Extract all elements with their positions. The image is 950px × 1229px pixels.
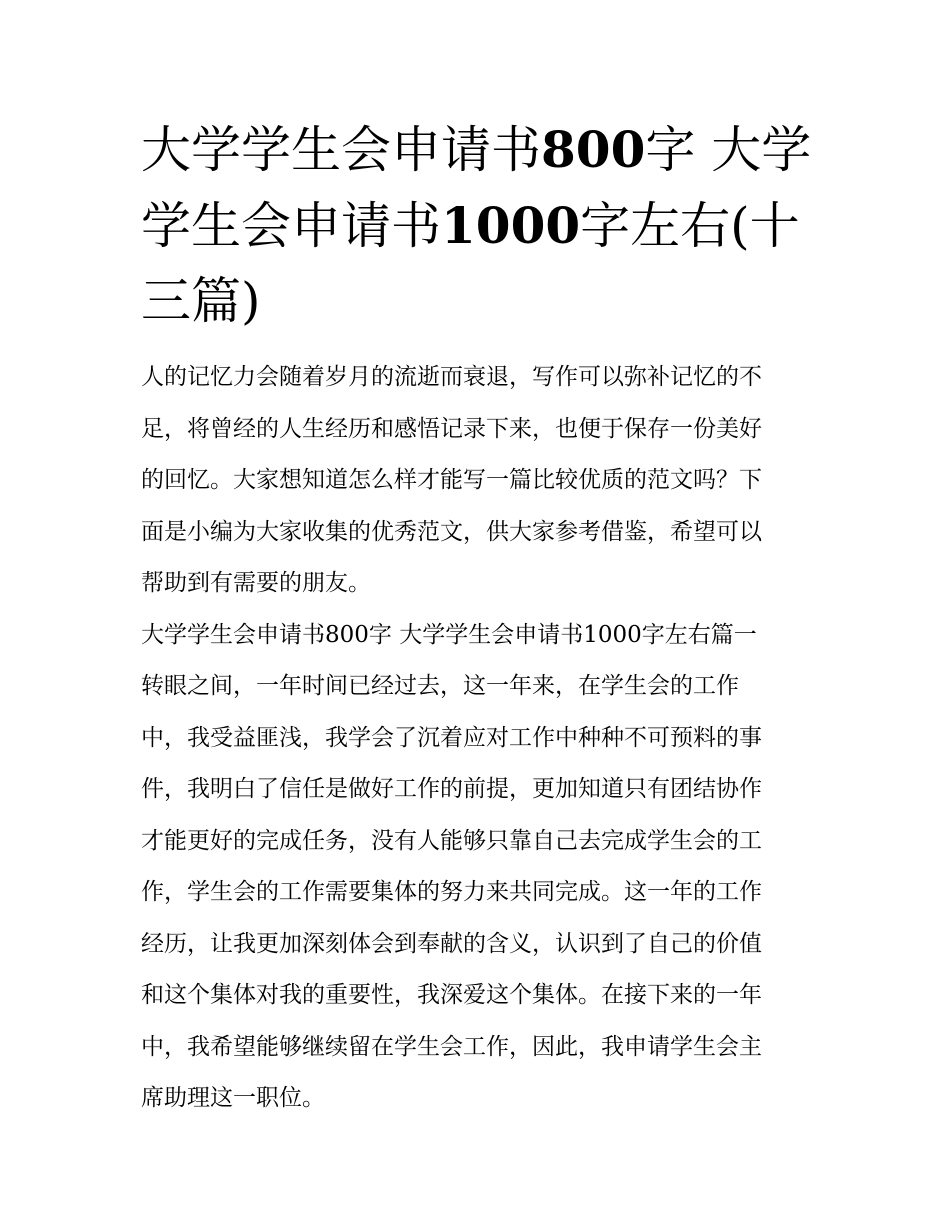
text-line: 作，学生会的工作需要集体的努力来共同完成。这一年的工作 <box>141 879 762 905</box>
title-text: 字 大学 <box>645 121 812 179</box>
text-line: 和这个集体对我的重要性，我深爱这个集体。在接下来的一年 <box>141 982 762 1008</box>
text-line: 足，将曾经的人生经历和感悟记录下来，也便于保存一份美好 <box>141 415 762 442</box>
section-heading <box>141 610 817 662</box>
text-line: 件，我明白了信任是做好工作的前提，更加知道只有团结协作 <box>141 776 762 802</box>
text-line: 转眼之间，一年时间已经过去，这一年来，在学生会的工作 <box>141 673 739 699</box>
intro-paragraph <box>141 352 817 610</box>
document-body <box>141 352 817 1125</box>
title-number: 800 <box>541 120 646 179</box>
text-line: 的回忆。大家想知道怎么样才能写一篇比较优质的范文吗？下 <box>141 467 762 493</box>
text-line: 中，我受益匪浅，我学会了沉着应对工作中种种不可预料的事 <box>141 724 762 751</box>
title-line-3: 三篇) <box>141 272 261 330</box>
body-paragraph <box>141 661 817 1125</box>
title-text: 大学学生会申请书 <box>141 121 541 179</box>
text-line: 才能更好的完成任务，没有人能够只靠自己去完成学生会的工 <box>141 827 762 854</box>
text-line: 面是小编为大家收集的优秀范文，供大家参考借鉴，希望可以 <box>141 518 762 545</box>
title-text: 学生会申请书 <box>141 197 441 255</box>
document-title <box>141 112 821 339</box>
text-line: 经历，让我更加深刻体会到奉献的含义，认识到了自己的价值 <box>141 930 762 957</box>
title-number: 1000 <box>441 196 581 255</box>
text-line: 席助理这一职位。 <box>141 1085 325 1111</box>
title-line-2 <box>141 188 821 264</box>
title-text: 字左右(十 <box>580 197 800 255</box>
text-line: 帮助到有需要的朋友。 <box>141 570 371 596</box>
title-line-1 <box>141 112 821 188</box>
text-line: 中，我希望能够继续留在学生会工作，因此，我申请学生会主 <box>141 1033 762 1060</box>
text-line: 大学学生会申请书800字 大学学生会申请书1000字左右篇一 <box>141 621 757 648</box>
text-line: 人的记忆力会随着岁月的流逝而衰退，写作可以弥补记忆的不 <box>141 364 762 390</box>
